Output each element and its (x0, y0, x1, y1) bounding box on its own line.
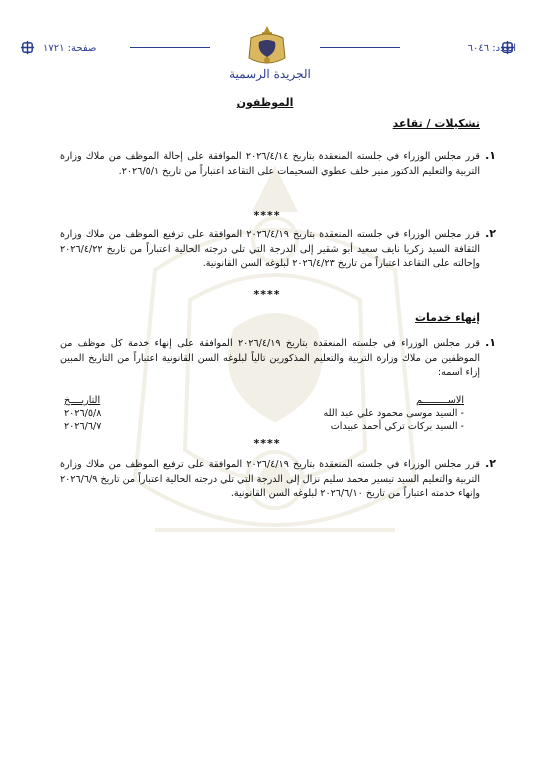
item-number: ١. (485, 336, 496, 349)
column-header-date: التاريــــخ (64, 395, 101, 406)
column-header-name: الاســـــــــم (416, 395, 464, 406)
item-number: ٢. (485, 227, 496, 240)
separator-stars: **** (253, 209, 281, 222)
section-heading: تشكيلات / تقاعد (392, 117, 480, 130)
item-text: قرر مجلس الوزراء في جلسته المنعقدة بتاريخ ٢٠٢٦/٤/١٩ الموافقة على إنهاء خدمة كل موظف من الموظفين من ملاك وزارة التربية والتعليم المذكورين تالياً لبلوغه السن القانونية اعتباراً من التاريخ المبين إزاء اسمه: (60, 338, 480, 378)
employee-name: - السيد بركات تركي أحمد عبيدات (330, 421, 464, 432)
header-rule-left (130, 47, 210, 48)
item-text: قرر مجلس الوزراء في جلسته المنعقدة بتاريخ ٢٠٢٦/٤/١٤ الموافقة على إحالة الموظف من ملاك وزارة التربية والتعليم الدكتور منير خلف عطوي السحيمات على التقاعد اعتباراً من تاريخ ٢٠٢٦/٥/١. (60, 151, 480, 177)
separator-stars: **** (253, 437, 281, 450)
service-end-date: ٢٠٢٦/٥/٨ (64, 408, 102, 419)
issue-number: العدد: ٦٠٤٦ (467, 43, 516, 54)
page-title: الموظفون (236, 96, 294, 109)
table-header-row (64, 395, 464, 408)
section-heading: إنهاء خدمات (414, 311, 480, 324)
service-end-date: ٢٠٢٦/٦/٧ (64, 421, 102, 432)
gazette-title: الجريدة الرسمية (229, 67, 311, 81)
employee-table (64, 395, 464, 434)
item-number: ١. (485, 149, 496, 162)
decision-item (60, 336, 496, 381)
ornament-knot-icon (20, 40, 35, 55)
item-text: قرر مجلس الوزراء في جلسته المنعقدة بتاريخ ٢٠٢٦/٤/١٩ الموافقة على ترفيع الموظف من ملاك وزارة التربية والتعليم السيد تيسير محمد سليم نزال إلى الدرجة التي تلي درجته الحالية اعتباراً من تاريخ ٢٠٢٦/٦/٩ وإنهاء خدمته اعتباراً من تاريخ ٢٠٢٦/٦/١٠ لبلوغه السن القانونية. (60, 459, 480, 499)
table-row (64, 408, 464, 421)
decision-item (60, 149, 496, 179)
page-number: صفحة: ١٧٢١ (43, 43, 97, 54)
coat-of-arms-icon (245, 24, 289, 68)
separator-stars: **** (253, 288, 281, 301)
decision-item (60, 227, 496, 272)
item-number: ٢. (485, 457, 496, 470)
item-text: قرر مجلس الوزراء في جلسته المنعقدة بتاريخ ٢٠٢٦/٤/١٩ الموافقة على ترفيع الموظف من ملاك وزارة الثقافة السيد زكريا نايف سعيد أبو شقير إلى الدرجة التي تلي درجته الحالية اعتباراً من تاريخ ٢٠٢٦/٤/٢٢ وإحالته على التقاعد اعتباراً من تاريخ ٢٠٢٦/٤/٢٣ لبلوغه السن القانونية. (60, 229, 480, 269)
employee-name: - السيد موسى محمود علي عبد الله (323, 408, 464, 419)
table-row (64, 421, 464, 434)
decision-item (60, 457, 496, 502)
header-rule-right (320, 47, 400, 48)
